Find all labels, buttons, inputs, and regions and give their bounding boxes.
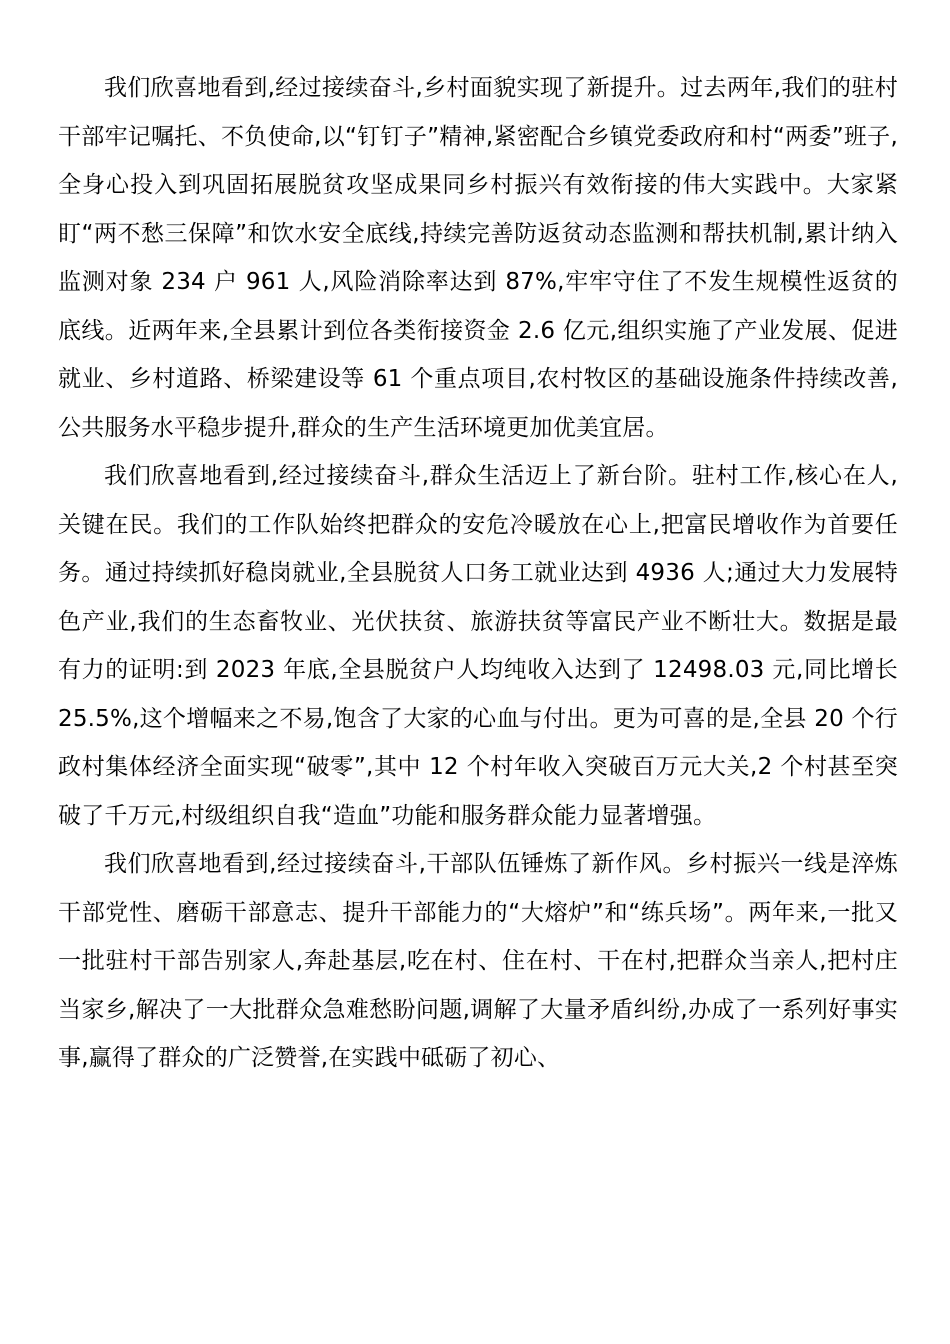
paragraph-village-appearance: 我们欣喜地看到,经过接续奋斗,乡村面貌实现了新提升。过去两年,我们的驻村干部牢记嘱托、不负使命,以“钉钉子”精神,紧密配合乡镇党委政府和村“两委”班子,全身心投入到巩固拓展脱贫攻坚成果同乡村振兴有效衔接的伟大实践中。大家紧盯“两不愁三保障”和饮水安全底线,持续完善防返贫动态监测和帮扶机制,累计纳入监测对象 234 户 961 人,风险消除率达到 87%,牢牢守住了不发生规模性返贫的底线。近两年来,全县累计到位各类衔接资金 2.6 亿元,组织实施了产业发展、促进就业、乡村道路、桥梁建设等 61 个重点项目,农村牧区的基础设施条件持续改善,公共服务水平稳步提升,群众的生产生活环境更加优美宜居。 (58, 75, 898, 441)
document-page (58, 64, 898, 1083)
paragraph-people-livelihood: 我们欣喜地看到,经过接续奋斗,群众生活迈上了新台阶。驻村工作,核心在人,关键在民。我们的工作队始终把群众的安危冷暖放在心上,把富民增收作为首要任务。通过持续抓好稳岗就业,全县脱贫人口务工就业达到 4936 人;通过大力发展特色产业,我们的生态畜牧业、光伏扶贫、旅游扶贫等富民产业不断壮大。数据是最有力的证明:到 2023 年底,全县脱贫户人均纯收入达到了 12498.03 元,同比增长 25.5%,这个增幅来之不易,饱含了大家的心血与付出。更为可喜的是,全县 20 个行政村集体经济全面实现“破零”,其中 12 个村年收入突破百万元大关,2 个村甚至突破了千万元,村级组织自我“造血”功能和服务群众能力显著增强。 (58, 463, 898, 829)
paragraph-cadre-style: 我们欣喜地看到,经过接续奋斗,干部队伍锤炼了新作风。乡村振兴一线是淬炼干部党性、磨砺干部意志、提升干部能力的“大熔炉”和“练兵场”。两年来,一批又一批驻村干部告别家人,奔赴基层,吃在村、住在村、干在村,把群众当亲人,把村庄当家乡,解决了一大批群众急难愁盼问题,调解了大量矛盾纠纷,办成了一系列好事实事,赢得了群众的广泛赞誉,在实践中砥砺了初心、 (58, 851, 898, 1071)
